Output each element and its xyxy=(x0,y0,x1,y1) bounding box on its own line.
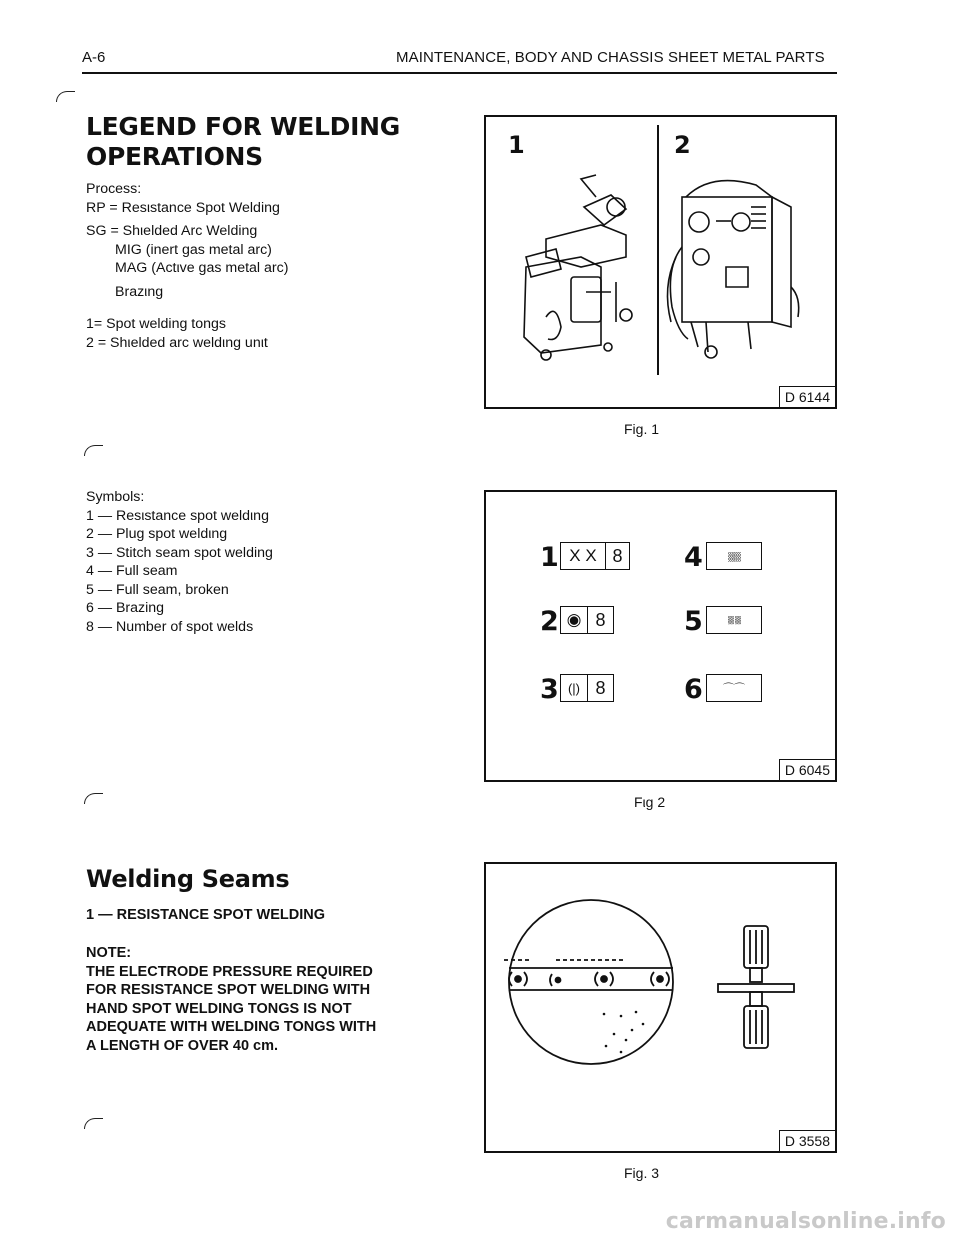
process-mag: MAG (Actιve gas metal arc) xyxy=(115,260,289,276)
corner-mark xyxy=(56,91,75,102)
process-list xyxy=(86,180,416,352)
symbols-label: Symbols: xyxy=(86,489,145,505)
symbol-number: 6 xyxy=(684,674,703,705)
corner-mark xyxy=(84,445,103,456)
symbol-item: 5 — Full seam, broken xyxy=(86,581,229,598)
symbol-number: 4 xyxy=(684,542,703,573)
symbol-full-seam xyxy=(706,542,762,570)
header-rule xyxy=(82,72,837,74)
seams-title: Welding Seams xyxy=(86,865,290,893)
note-line: A LENGTH OF OVER 40 cm. xyxy=(86,1037,279,1054)
symbol-resistance-spot xyxy=(560,542,630,570)
process-label: Process: xyxy=(86,181,142,197)
unit-1: 1= Spot welding tongs xyxy=(86,316,227,332)
symbol-cell: 8 xyxy=(595,609,606,630)
process-sg: SG = Shιelded Arc Welding xyxy=(86,223,258,239)
figure1-label-1: 1 xyxy=(508,131,525,159)
page-number: A-6 xyxy=(82,49,106,66)
corner-mark xyxy=(84,793,103,804)
legend-title-line2: OPERATIONS xyxy=(86,142,263,171)
symbol-item: 3 — Stitch seam spot welding xyxy=(86,544,273,561)
process-rp: RP = Resιstance Spot Welding xyxy=(86,199,280,216)
note-label: NOTE: xyxy=(86,945,132,961)
symbol-cell: ◉ xyxy=(561,607,588,633)
figure3-caption: Fig. 3 xyxy=(624,1165,660,1181)
spot-weld-illustration xyxy=(486,864,835,1151)
corner-mark xyxy=(84,1118,103,1129)
symbol-brazing xyxy=(706,674,762,702)
symbol-cell: ⌒⌒ xyxy=(723,683,745,695)
symbol-full-seam-broken xyxy=(706,606,762,634)
symbol-number: 1 xyxy=(540,542,559,573)
legend-section xyxy=(86,112,400,172)
symbol-number: 2 xyxy=(540,606,559,637)
note-line: THE ELECTRODE PRESSURE REQUIRED xyxy=(86,963,373,980)
figure2-code: D 6045 xyxy=(779,759,835,780)
symbol-cell: ⸾⸾⸾⸾⸾⸾⸾ xyxy=(727,551,741,561)
symbols-list xyxy=(86,488,416,636)
section-title: MAINTENANCE, BODY AND CHASSIS SHEET METAL PARTS xyxy=(396,49,825,66)
process-mig: MIG (inert gas metal arc) xyxy=(115,241,272,258)
legend-title xyxy=(86,112,400,172)
symbol-item: 2 — Plug spot weldιng xyxy=(86,526,228,542)
note-line: FOR RESISTANCE SPOT WELDING WITH xyxy=(86,982,371,998)
note-line: HAND SPOT WELDING TONGS IS NOT xyxy=(86,1000,352,1017)
symbol-item: 1 — Resιstance spot weldιng xyxy=(86,507,269,524)
symbol-number: 3 xyxy=(540,674,559,705)
seams-section xyxy=(86,864,289,894)
symbol-plug-spot xyxy=(560,606,614,634)
figure-3 xyxy=(484,862,837,1153)
watermark: carmanualsonline.info xyxy=(665,1209,946,1234)
figure1-code: D 6144 xyxy=(779,386,835,407)
symbol-item: 8 — Number of spot welds xyxy=(86,618,254,635)
symbol-item: 4 — Full seam xyxy=(86,563,178,579)
symbol-number: 5 xyxy=(684,606,703,637)
symbol-cell: 8 xyxy=(612,545,623,566)
figure-1 xyxy=(484,115,837,409)
process-brazing: Brazιng xyxy=(115,283,164,300)
symbol-cell: (|) xyxy=(561,675,588,701)
figure1-label-2: 2 xyxy=(674,131,691,159)
symbol-item: 6 — Brazing xyxy=(86,600,165,616)
welding-equipment-illustration xyxy=(486,117,835,407)
symbol-cell: 8 xyxy=(595,677,606,698)
figure2-caption: Fιg 2 xyxy=(634,794,666,810)
legend-title-line1: LEGEND FOR WELDING xyxy=(86,112,400,141)
symbol-cell: ⸾⸾⸾⸾ ⸾⸾⸾⸾ xyxy=(727,616,741,624)
figure1-caption: Fig. 1 xyxy=(624,421,660,437)
seams-subtitle: 1 — RESISTANCE SPOT WELDING xyxy=(86,907,326,923)
figure-2 xyxy=(484,490,837,782)
figure3-code: D 3558 xyxy=(779,1130,835,1151)
seams-note xyxy=(86,944,426,1055)
symbol-stitch-seam xyxy=(560,674,614,702)
unit-2: 2 = Shιelded arc weldιng unιt xyxy=(86,334,268,351)
note-line: ADEQUATE WITH WELDING TONGS WITH xyxy=(86,1019,377,1035)
symbol-cell: X X xyxy=(561,543,606,569)
